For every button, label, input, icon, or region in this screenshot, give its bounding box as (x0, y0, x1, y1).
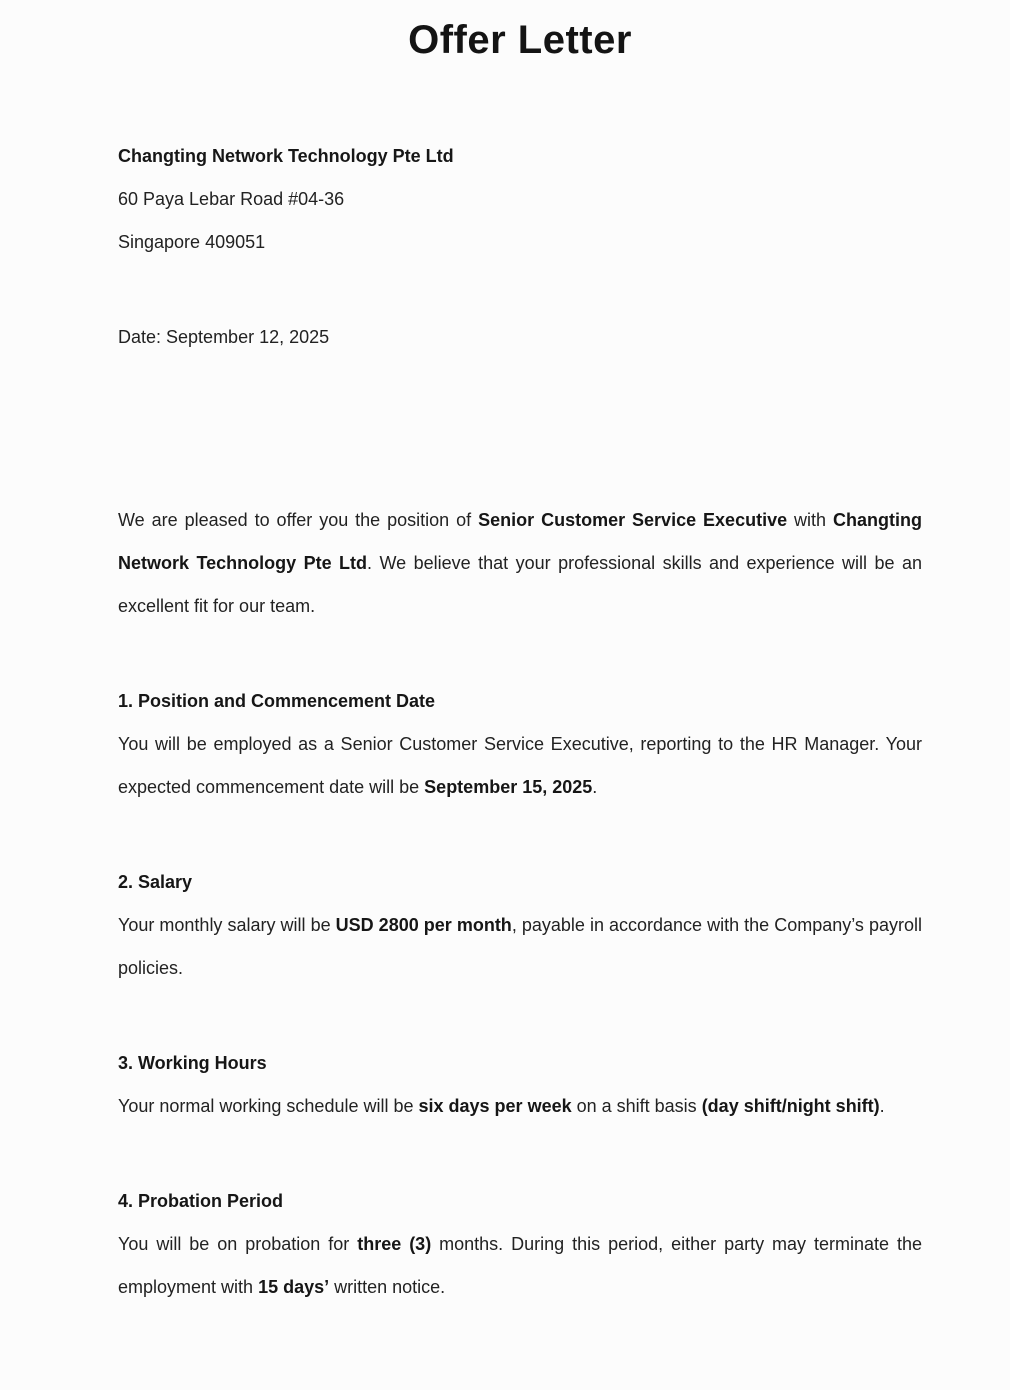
company-address-line1: 60 Paya Lebar Road #04-36 (118, 189, 345, 209)
section-4-heading: 4. Probation Period (118, 1191, 284, 1211)
section-2-heading: 2. Salary (118, 872, 193, 892)
section-1-body: You will be employed as a Senior Customer Service Executive, reporting to the HR Manager. Your expected commencement date will be September 15, 2025. (118, 734, 922, 797)
company-name: Changting Network Technology Pte Ltd (118, 146, 454, 166)
document-title: Offer Letter (408, 18, 632, 62)
date-line: Date: September 12, 2025 (118, 327, 330, 347)
section-position-and-commencement-date (118, 680, 922, 809)
section-2-body: Your monthly salary will be USD 2800 per month, payable in accordance with the Company’s payroll policies. (118, 915, 922, 978)
section-3-body: Your normal working schedule will be six days per week on a shift basis (day shift/night shift). (118, 1096, 885, 1116)
section-working-hours (118, 1042, 922, 1128)
intro-paragraph: We are pleased to offer you the position of Senior Customer Service Executive with Changting Network Technology Pte Ltd. We believe that your professional skills and experience will be an excellent fit for our team. (118, 510, 922, 616)
company-block (118, 135, 922, 264)
section-salary (118, 861, 922, 990)
section-3-heading: 3. Working Hours (118, 1053, 267, 1073)
section-4-body: You will be on probation for three (3) months. During this period, either party may terminate the employment with 15 days’ written notice. (118, 1234, 923, 1297)
section-1-heading: 1. Position and Commencement Date (118, 691, 436, 711)
section-probation-period (118, 1180, 922, 1309)
company-address-line2: Singapore 409051 (118, 232, 266, 252)
